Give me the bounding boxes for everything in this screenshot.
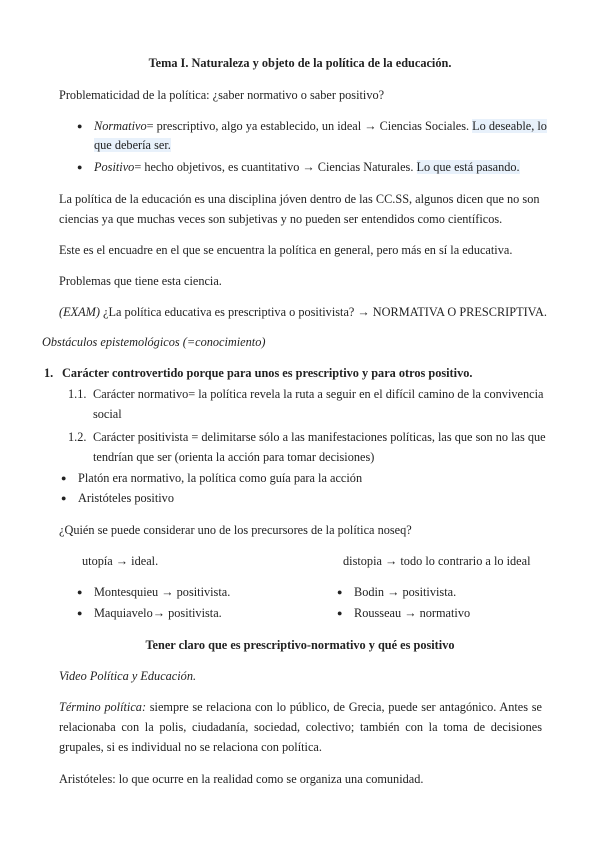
subitem-number: 1.1. [68,387,87,401]
exam-tag: (EXAM) [59,305,100,319]
term-positivo: Positivo [94,160,135,174]
numbered-head-number: 1. [44,366,54,380]
precursores-question: ¿Quién se puede considerar uno de los precursores de la política noseq? [59,523,412,537]
philosopher-platon: Platón era normativo, la política como guía para la acción [78,471,363,485]
bullet-normativo-cont [94,138,171,153]
termino-line-2: relacionaba con la polis, ciudadanía, sociedad, colectivo; también con la toma de decisiones [59,720,542,734]
bullet-icon: ● [77,608,83,618]
subitem-number: 1.2. [68,430,87,444]
highlight-normativo-a: Lo deseable, lo [472,119,547,133]
highlight-normativo-b: que debería ser. [94,138,171,152]
para-politica-line-2: ciencias ya que muchas veces son subjetivas y no pueden ser entendidos como científicos. [59,212,503,226]
numbered-head-text: Carácter controvertido porque para unos es prescriptivo y para otros positivo. [62,366,473,380]
bullet-icon: ● [77,587,83,597]
video-heading: Video Política y Educación. [59,669,197,683]
term-normativo: Normativo [94,119,147,133]
bullet-icon: ● [61,493,67,503]
bullet-positivo [94,160,520,175]
def-normativo: = prescriptivo, algo ya establecido, un ideal → Ciencias Sociales. [146,119,473,133]
page-title: Tema I. Naturaleza y objeto de la política de la educación. [148,56,452,70]
exam-text: ¿La política educativa es prescriptiva o positivista? → NORMATIVA O PRESCRIPTIVA. [99,305,547,319]
philosopher-aristoteles: Aristóteles positivo [78,491,174,505]
obstaculos-heading: Obstáculos epistemológicos (=conocimiento) [42,335,266,349]
exam-line [59,305,547,320]
utopia-item: Montesquieu → positivista. [94,585,231,599]
highlight-positivo: Lo que está pasando. [416,160,520,174]
subitem-1-line-1: Carácter normativo= la política revela la ruta a seguir en el difícil camino de la convivencia [93,387,544,401]
bullet-icon: ● [77,162,83,172]
para-encuadre: Este es el encuadre en el que se encuentra la política en general, pero más en sí la educativa. [59,243,513,257]
termino-line-1 [59,700,542,715]
subitem-2-line-2: tendrían que ser (orienta la acción para tomar decisiones) [93,450,375,464]
bullet-normativo [94,119,547,134]
distopia-item: Rousseau → normativo [354,606,471,620]
utopia-item: Maquiavelo→ positivista. [94,606,222,620]
termino-text-1: siempre se relaciona con lo público, de Grecia, puede ser antagónico. Antes se [146,700,542,714]
subitem-1-line-2: social [93,407,122,421]
para-problemas: Problemas que tiene esta ciencia. [59,274,222,288]
utopia-head: utopía → ideal. [82,554,159,568]
distopia-item: Bodin → positivista. [354,585,457,599]
bullet-icon: ● [61,473,67,483]
distopia-head: distopia → todo lo contrario a lo ideal [343,554,531,568]
def-positivo: = hecho objetivos, es cuantitativo → Ciencias Naturales. [134,160,417,174]
tener-claro-heading: Tener claro que es prescriptivo-normativo y qué es positivo [145,638,455,652]
bullet-icon: ● [337,608,343,618]
aristoteles-line: Aristóteles: lo que ocurre en la realidad como se organiza una comunidad. [59,772,424,786]
problematicidad-line: Problematicidad de la política: ¿saber normativo o saber positivo? [59,88,385,102]
termino-line-3: grupales, si es individual no se relaciona con política. [59,740,322,754]
para-politica-line-1: La política de la educación es una disciplina jóven dentro de las CC.SS, algunos dicen que no son [59,192,540,206]
bullet-icon: ● [77,121,83,131]
subitem-2-line-1: Carácter positivista = delimitarse sólo a las manifestaciones políticas, las que son no las que [93,430,546,444]
bullet-icon: ● [337,587,343,597]
termino-term: Término política: [59,700,147,714]
